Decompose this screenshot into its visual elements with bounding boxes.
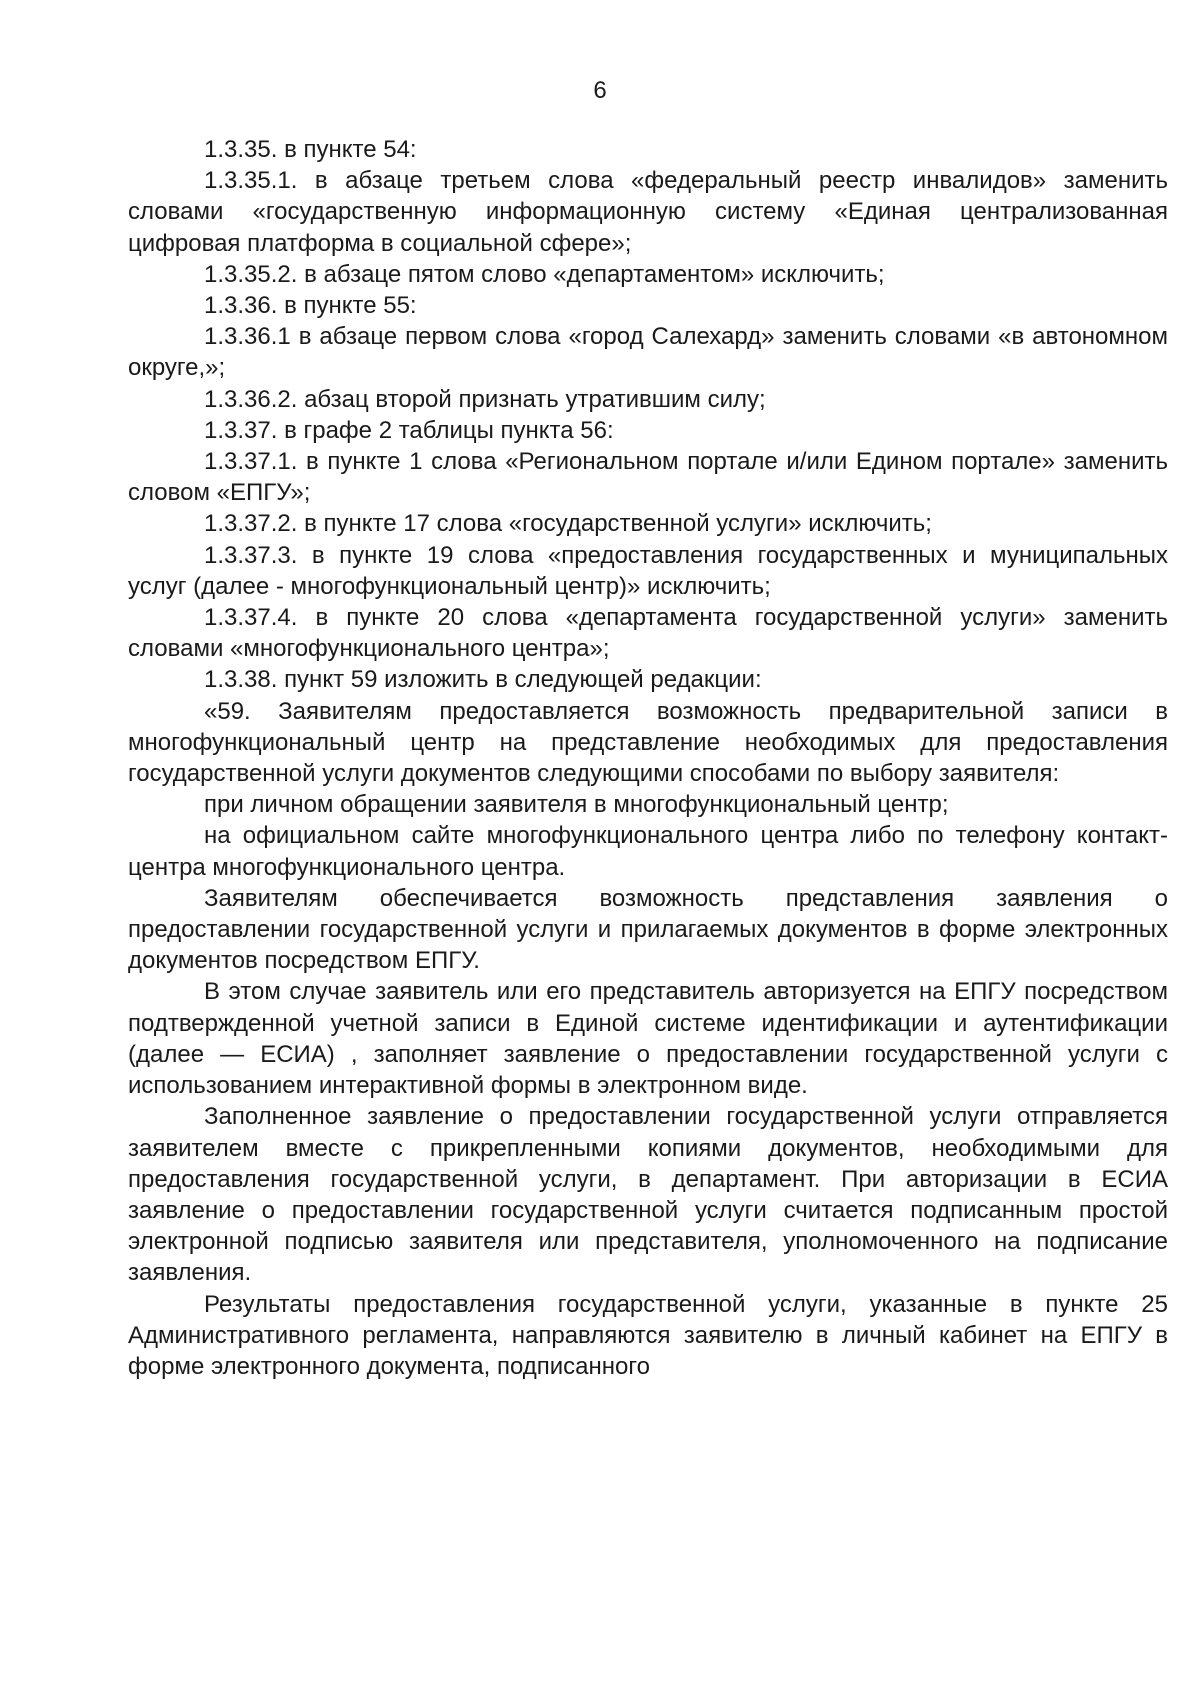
paragraph: 1.3.37. в графе 2 таблицы пункта 56: — [204, 416, 614, 444]
paragraph: 1.3.35. в пункте 54: — [204, 136, 417, 163]
paragraph: 1.3.36.1 в абзаце первом слова «город Салехард» заменить словами «в автономном округе,»; — [128, 323, 1168, 382]
paragraph: при личном обращении заявителя в многофункциональный центр; — [204, 791, 949, 819]
paragraph: 1.3.37.1. в пункте 1 слова «Региональном портале и/или Едином портале» заменить словом «ЕПГУ»; — [128, 448, 1168, 507]
paragraph: Заполненное заявление о предоставлении государственной услуги отправляется заявителем вместе с прикрепленными копиями документов, необходимыми для предоставления государственной услуги, в департамент. При авторизации в ЕСИА заявление о предоставлении государственной услуги считается подписанным простой электронной подписью заявителя или представителя, уполномоченного на подписание заявления. — [128, 1103, 1168, 1287]
document-body — [128, 134, 1168, 1382]
paragraph: 1.3.35.2. в абзаце пятом слово «департаментом» исключить; — [204, 260, 885, 288]
paragraph: 1.3.36. в пункте 55: — [204, 292, 417, 320]
paragraph: Результаты предоставления государственной услуги, указанные в пункте 25 Административного регламента, направляются заявителю в личный кабинет на ЕПГУ в форме электронного документа, подписанного — [128, 1290, 1168, 1380]
paragraph: «59. Заявителям предоставляется возможность предварительной записи в многофункциональный центр на представление необходимых для предоставления государственной услуги документов следующими способами по выбору заявителя: — [128, 697, 1168, 788]
paragraph: 1.3.38. пункт 59 изложить в следующей редакции: — [204, 666, 762, 694]
paragraph: Заявителям обеспечивается возможность представления заявления о предоставлении государственной услуги и прилагаемых документов в форме электронных документов посредством ЕПГУ. — [128, 884, 1168, 975]
paragraph: В этом случае заявитель или его представитель авторизуется на ЕПГУ посредством подтвержденной учетной записи в Единой системе идентификации и аутентификации (далее — ЕСИА) , заполняет заявление о предоставлении государственной услуги с использованием интерактивной формы в электронном виде. — [128, 978, 1168, 1100]
paragraph: на официальном сайте многофункционального центра либо по телефону контакт-центра многофункционального центра. — [128, 822, 1168, 881]
paragraph: 1.3.37.2. в пункте 17 слова «государственной услуги» исключить; — [204, 510, 932, 538]
paragraph: 1.3.37.3. в пункте 19 слова «предоставления государственных и муниципальных услуг (далее - многофункциональный центр)» исключить; — [128, 541, 1168, 600]
paragraph: 1.3.35.1. в абзаце третьем слова «федеральный реестр инвалидов» заменить словами «государственную информационную систему «Единая централизованная цифровая платформа в социальной сфере»; — [128, 167, 1168, 257]
paragraph: 1.3.37.4. в пункте 20 слова «департамента государственной услуги» заменить словами «многофункционального центра»; — [128, 604, 1168, 663]
paragraph: 1.3.36.2. абзац второй признать утратившим силу; — [204, 385, 766, 413]
page-number: 6 — [593, 77, 607, 104]
